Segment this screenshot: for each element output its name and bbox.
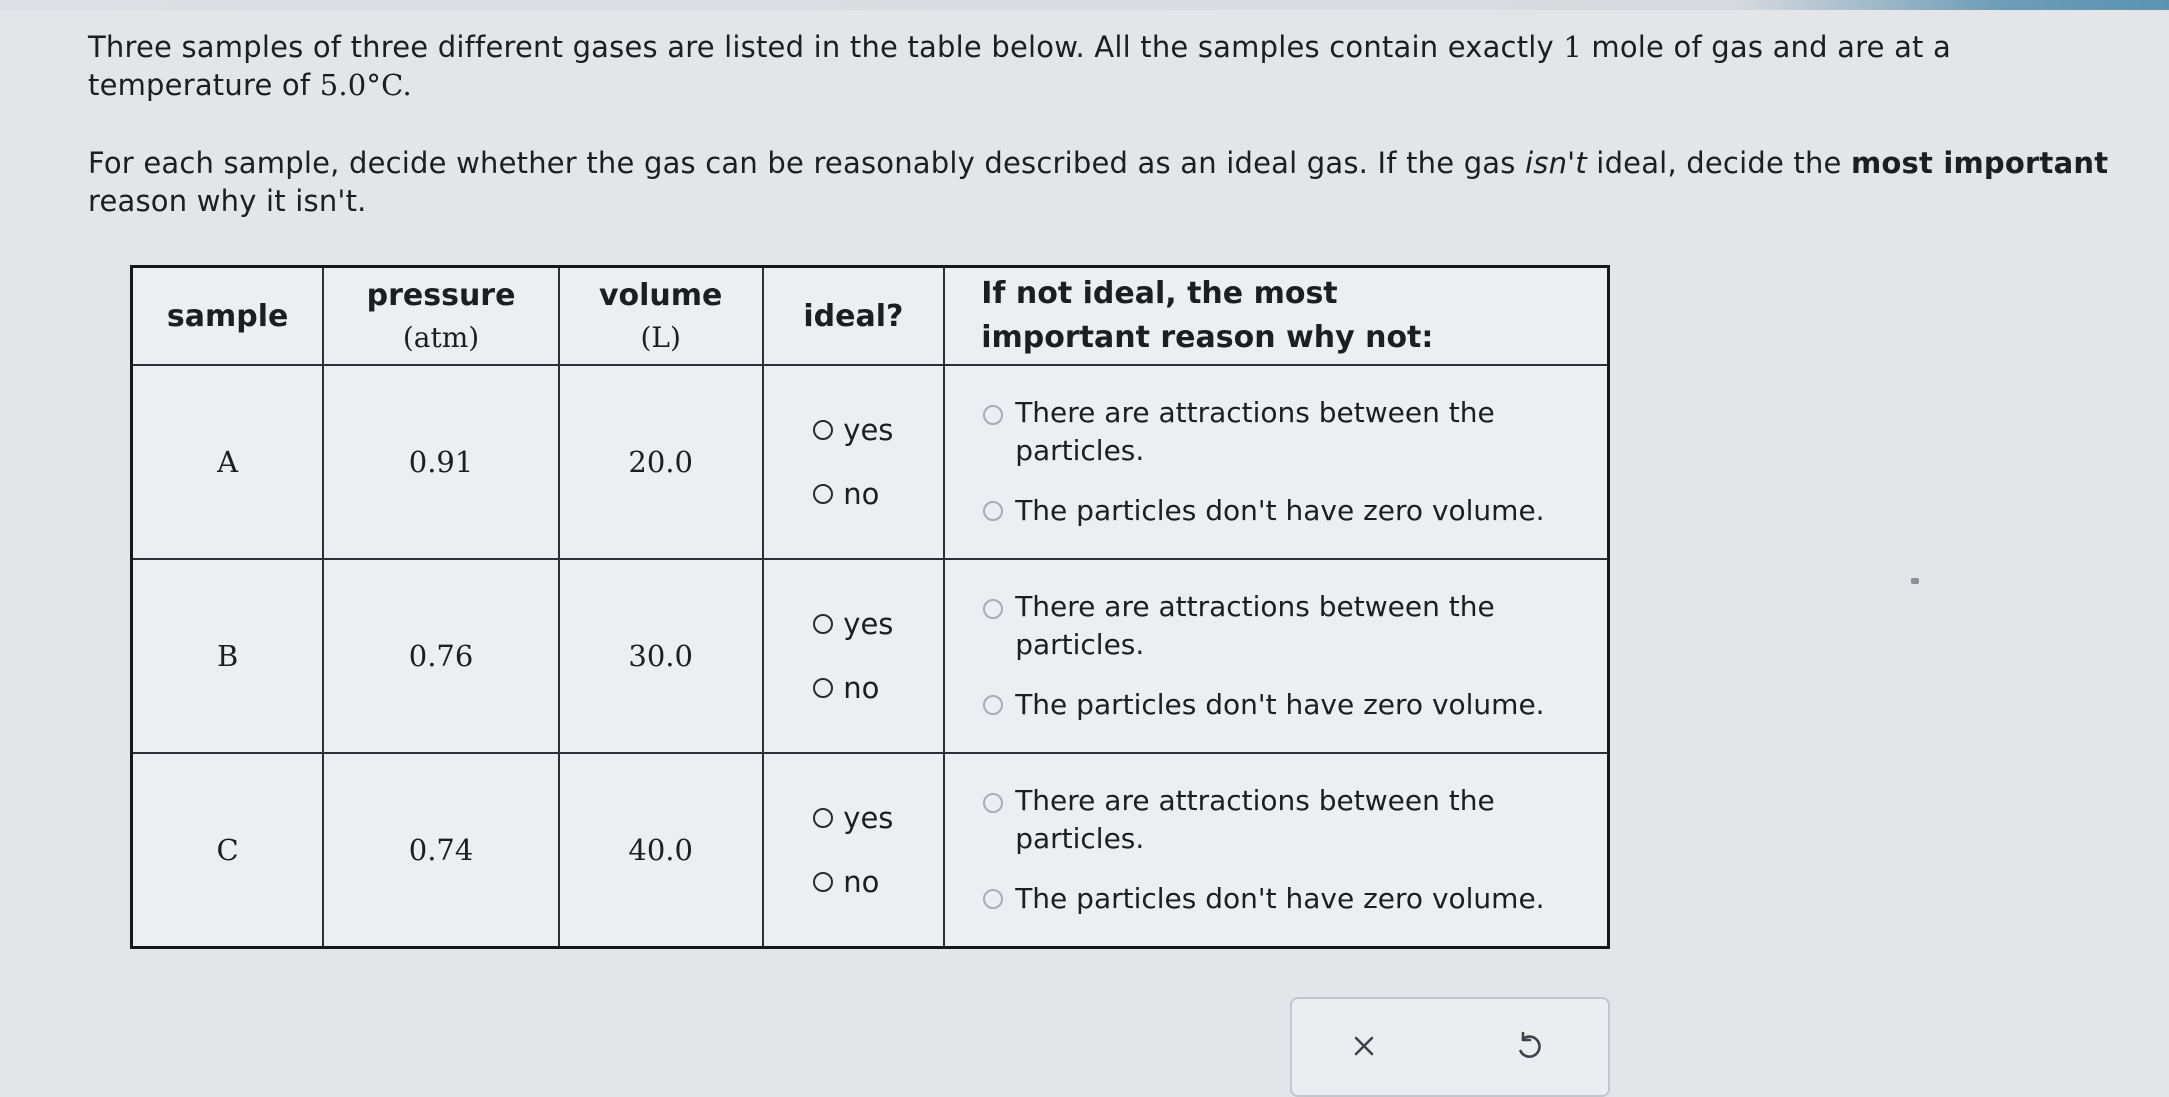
sample-cell: B — [132, 559, 324, 753]
instruction-text: For each sample, decide whether the gas can be reasonably described as an ideal gas. If the gas — [88, 146, 1525, 180]
ideal-no-radio[interactable] — [813, 865, 879, 899]
reason-attractions-label: There are attractions between the particles. — [1015, 396, 1495, 467]
scroll-edge-marker — [1911, 578, 1919, 584]
reason-attractions-radio[interactable] — [983, 782, 1587, 858]
intro-text: Three samples of three different gases are listed in the table below. All the samples contain exactly — [88, 30, 1564, 64]
radio-circle-icon[interactable] — [813, 872, 833, 892]
reason-volume-radio[interactable] — [983, 492, 1587, 530]
ideal-no-label: no — [843, 671, 880, 705]
instruction-text: ideal, decide the — [1586, 146, 1852, 180]
volume-cell: 40.0 — [559, 753, 763, 948]
instruction-bold: most important — [1851, 146, 2109, 180]
reason-volume-label: The particles don't have zero volume. — [1015, 494, 1545, 527]
ideal-yes-label: yes — [843, 607, 894, 641]
reason-volume-label: The particles don't have zero volume. — [1015, 688, 1545, 721]
intro-paragraph-2 — [88, 144, 2128, 220]
radio-circle-icon[interactable] — [983, 405, 1003, 425]
volume-cell: 30.0 — [559, 559, 763, 753]
answer-action-bar — [1290, 997, 1610, 1097]
moles-value: 1 — [1563, 30, 1582, 64]
question-content — [88, 28, 2128, 220]
table-row — [132, 753, 1609, 948]
intro-paragraph-1 — [88, 28, 2128, 104]
header-volume — [559, 267, 763, 366]
header-ideal: ideal? — [763, 267, 945, 366]
header-volume-unit: (L) — [640, 321, 681, 354]
reason-cell — [944, 365, 1608, 559]
reason-attractions-label: There are attractions between the particles. — [1015, 590, 1495, 661]
ideal-yes-radio[interactable] — [813, 607, 893, 641]
header-volume-label: volume — [598, 278, 723, 313]
ideal-yes-label: yes — [843, 413, 894, 447]
radio-circle-icon[interactable] — [983, 889, 1003, 909]
radio-circle-icon[interactable] — [983, 695, 1003, 715]
header-pressure — [323, 267, 559, 366]
intro-text: . — [402, 68, 412, 102]
radio-circle-icon[interactable] — [813, 808, 833, 828]
table-row — [132, 365, 1609, 559]
ideal-yes-radio[interactable] — [813, 413, 893, 447]
instruction-text: reason why it isn't. — [88, 184, 367, 218]
ideal-no-label: no — [843, 865, 880, 899]
top-progress-rule — [0, 0, 2169, 10]
intro-text: mole of gas and are at a temperature of — [88, 30, 1952, 102]
pressure-cell: 0.76 — [323, 559, 559, 753]
ideal-no-radio[interactable] — [813, 671, 879, 705]
ideal-cell — [763, 559, 945, 753]
header-sample: sample — [132, 267, 324, 366]
sample-cell: C — [132, 753, 324, 948]
ideal-cell — [763, 753, 945, 948]
radio-circle-icon[interactable] — [983, 599, 1003, 619]
close-icon — [1350, 1032, 1378, 1060]
reason-volume-radio[interactable] — [983, 880, 1587, 918]
reason-attractions-radio[interactable] — [983, 394, 1587, 470]
instruction-emphasis: isn't — [1525, 146, 1587, 180]
header-reason-line1: If not ideal, the most — [981, 276, 1338, 311]
undo-icon — [1512, 1030, 1544, 1062]
reason-attractions-label: There are attractions between the particles. — [1015, 784, 1495, 855]
radio-circle-icon[interactable] — [983, 501, 1003, 521]
radio-circle-icon[interactable] — [813, 678, 833, 698]
header-reason — [944, 267, 1608, 366]
radio-circle-icon[interactable] — [813, 420, 833, 440]
reason-volume-label: The particles don't have zero volume. — [1015, 882, 1545, 915]
ideal-no-label: no — [843, 477, 880, 511]
reason-cell — [944, 753, 1608, 948]
reason-cell — [944, 559, 1608, 753]
ideal-yes-radio[interactable] — [813, 801, 893, 835]
header-pressure-label: pressure — [366, 278, 516, 313]
table-row — [132, 559, 1609, 753]
reason-attractions-radio[interactable] — [983, 588, 1587, 664]
header-pressure-unit: (atm) — [402, 321, 480, 354]
table-header-row — [132, 267, 1609, 366]
sample-cell: A — [132, 365, 324, 559]
ideal-no-radio[interactable] — [813, 477, 879, 511]
radio-circle-icon[interactable] — [813, 614, 833, 634]
clear-answer-button[interactable] — [1334, 1021, 1394, 1071]
pressure-cell: 0.91 — [323, 365, 559, 559]
header-reason-line2: important reason why not: — [981, 320, 1434, 355]
volume-cell: 20.0 — [559, 365, 763, 559]
reason-volume-radio[interactable] — [983, 686, 1587, 724]
radio-circle-icon[interactable] — [813, 484, 833, 504]
ideal-cell — [763, 365, 945, 559]
undo-button[interactable] — [1498, 1021, 1558, 1071]
ideal-yes-label: yes — [843, 801, 894, 835]
gas-samples-table — [130, 265, 1610, 949]
pressure-cell: 0.74 — [323, 753, 559, 948]
temperature-value: 5.0°C — [319, 68, 403, 102]
radio-circle-icon[interactable] — [983, 793, 1003, 813]
